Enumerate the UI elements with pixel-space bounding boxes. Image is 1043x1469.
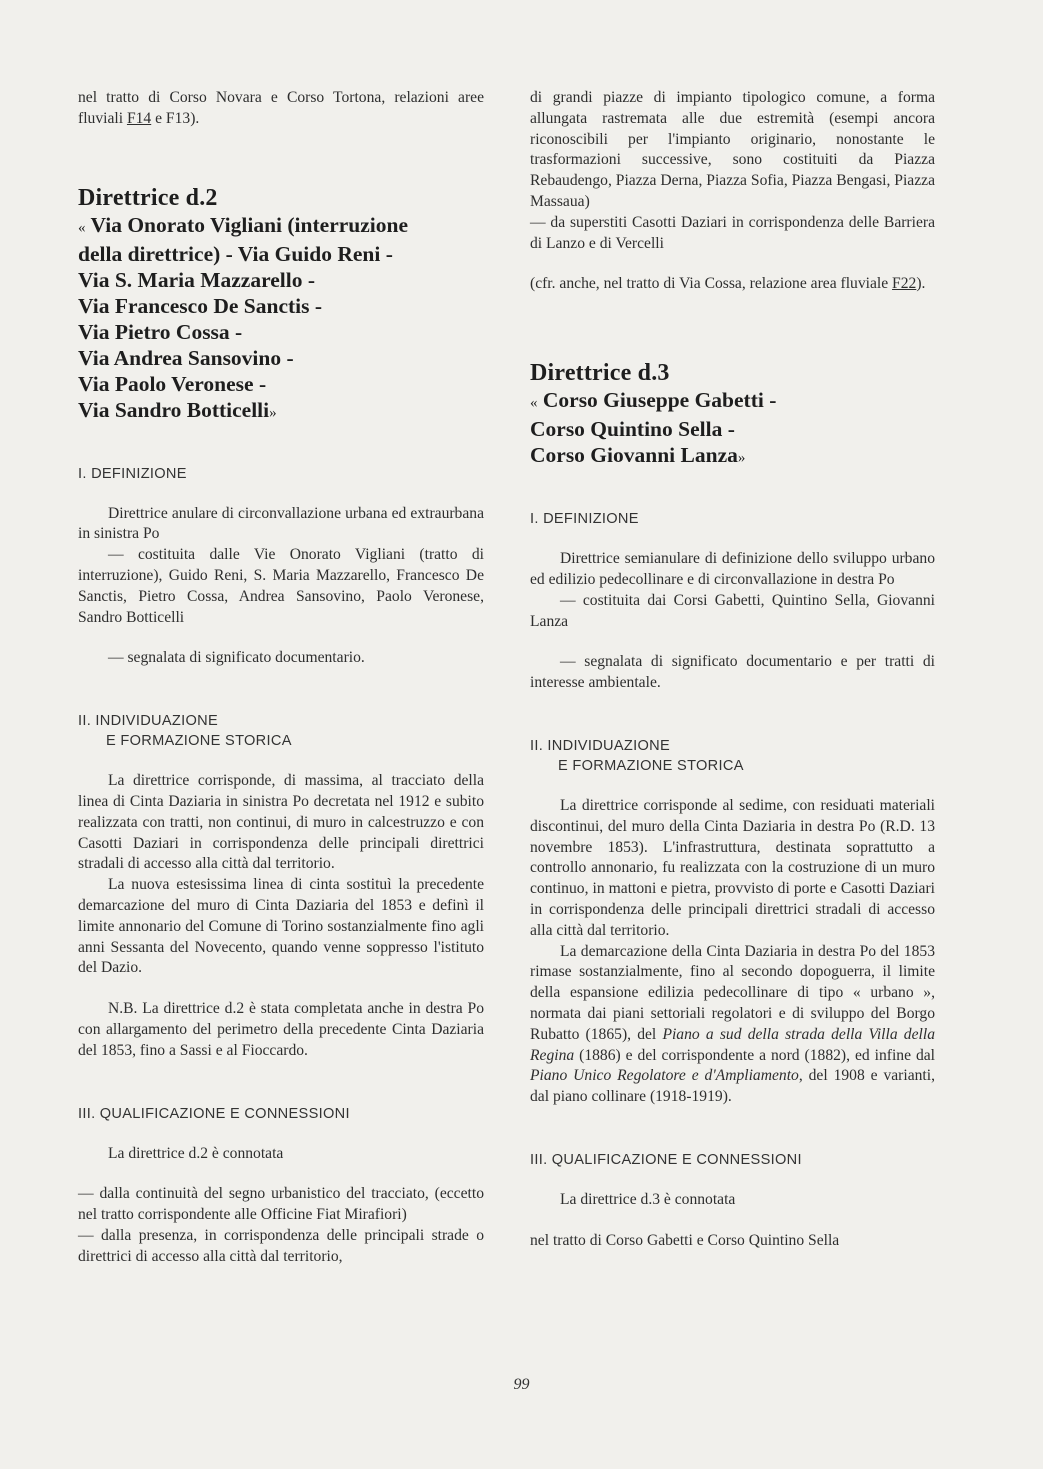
section-title-d3: Direttrice d.3 (530, 360, 670, 387)
def-paragraph-1: Direttrice anulare di circonvallazione urbana ed extraurbana in sinistra Po (78, 504, 484, 543)
qual-paragraph-2: — dalla continuità del segno urbanistico del tracciato, (eccetto nel tratto corrispondente alle Officine Fiat Mirafiori) (78, 1185, 484, 1224)
right-column (530, 88, 935, 1252)
heading-individuazione: II. INDIVIDUAZIONE E FORMAZIONE STORICA (78, 713, 292, 750)
qual-d3-paragraph-2: nel tratto di Corso Gabetti e Corso Quintino Sella (530, 1231, 840, 1249)
qual-paragraph-3: — dalla presenza, in corrispondenza delle principali strade o direttrici di accesso alla città dal territorio, (78, 1226, 484, 1265)
hist-paragraph-1: La direttrice corrisponde, di massima, al tracciato della linea di Cinta Daziaria in sinistra Po decretata nel 1912 e subito realizzata con tratti, non continui, di muro in calcestruzzo e con Casotti Daziari in corrispondenza delle principali direttrici stradali di accesso alla città dal territorio. (78, 772, 484, 873)
qual-d3-paragraph-1: La direttrice d.3 è connotata (560, 1190, 736, 1208)
section-title-d2: Direttrice d.2 (78, 184, 218, 211)
area-ref-f22: F22 (892, 275, 917, 293)
d3-streets: « Corso Giuseppe Gabetti - Corso Quintino Sella - Corso Giovanni Lanza» (530, 388, 777, 468)
left-column (78, 88, 484, 1268)
area-ref-f14: F14 (126, 109, 152, 127)
heading-qualificazione: III. QUALIFICAZIONE E CONNESSIONI (78, 1105, 350, 1122)
hist-d3-paragraph-1: La direttrice corrisponde al sedime, con residuati materiali discontinui, del muro della Cinta Daziaria in destra Po (R.D. 13 novembre 1853). L'infrastruttura, destinata soprattutto a controllo annonario, fu realizzata con la costruzione di un muro continuo, in mattoni e pietra, provvisto di porte e Casotti Daziari in corrispondenza delle principali direttrici stradali di accesso alla città dal territorio. (530, 796, 935, 939)
heading-definizione-d3: I. DEFINIZIONE (530, 511, 639, 528)
page-number: 99 (513, 1376, 530, 1393)
cont-paragraph-2: — da superstiti Casotti Daziari in corrispondenza delle Barriera di Lanzo e di Vercelli (530, 213, 935, 252)
def-paragraph-2: — costituita dalle Vie Onorato Vigliani (tratto di interruzione), Guido Reni, S. Maria Mazzarello, Francesco De Sanctis, Pietro Cossa, Andrea Sansovino, Paolo Veronese, Sandro Botticelli (78, 546, 484, 626)
heading-qualificazione-d3: III. QUALIFICAZIONE E CONNESSIONI (530, 1151, 802, 1168)
hist-d3-paragraph-2: La demarcazione della Cinta Daziaria in destra Po del 1853 rimase sostanzialmente, fino al secondo dopoguerra, il limite della espansione edilizia pedecollinare di tipo « urbano », normata dai piani settoriali regolatori e di sviluppo del Borgo Rubatto (1865), del Piano a sud della strada della Villa della Regina (1886) e del corrispondente a nord (1882), ed infine dal Piano Unico Regolatore e d'Ampliamento, del 1908 e varianti, dal piano collinare (1918-1919). (530, 942, 935, 1106)
def-paragraph-3: — segnalata di significato documentario. (108, 649, 365, 667)
d2-streets: « Via Onorato Vigliani (interruzione della direttrice) - Via Guido Reni - Via S. Maria Mazzarello - Via Francesco De Sanctis - Via Pietro Cossa - Via Andrea Sansovino - Via Paolo Veronese - Via Sandro Botticelli» (78, 212, 409, 422)
def-d3-paragraph-1: Direttrice semianulare di definizione dello sviluppo urbano ed edilizio pedecollinare e di circonvallazione in destra Po (530, 550, 935, 588)
def-d3-paragraph-2: — costituita dai Corsi Gabetti, Quintino Sella, Giovanni Lanza (530, 591, 935, 630)
heading-individuazione-d3: II. INDIVIDUAZIONE E FORMAZIONE STORICA (530, 737, 744, 774)
nb-paragraph: N.B. La direttrice d.2 è stata completata anche in destra Po con allargamento del perimetro della precedente Cinta Daziaria del 1853, fino a Sassi e al Fioccardo. (78, 1000, 484, 1059)
cfr-paragraph: (cfr. anche, nel tratto di Via Cossa, relazione area fluviale F22). (530, 275, 926, 293)
cont-paragraph-1: di grandi piazze di impianto tipologico comune, a forma allungata rastremata alle due estremità (esempi ancora riconoscibili per l'impianto originario, nonostante le trasformazioni successive, sono costituiti da Piazza Rebaudengo, Piazza Derna, Piazza Sofia, Piazza Bengasi, Piazza Massaua) (530, 89, 935, 210)
def-d3-paragraph-3: — segnalata di significato documentario e per tratti di interesse ambientale. (530, 653, 935, 692)
heading-definizione: I. DEFINIZIONE (78, 465, 187, 482)
qual-paragraph-1: La direttrice d.2 è connotata (108, 1144, 284, 1162)
intro-paragraph: nel tratto di Corso Novara e Corso Tortona, relazioni aree fluviali F14 e F13). (78, 89, 484, 127)
hist-paragraph-2: La nuova estesissima linea di cinta sostituì la precedente demarcazione del muro di Cinta Daziaria del 1853 e definì il limite annonario del Comune di Torino sostanzialmente fino agli anni Sessanta del Novecento, quando venne soppresso l'istituto del Dazio. (78, 876, 484, 977)
